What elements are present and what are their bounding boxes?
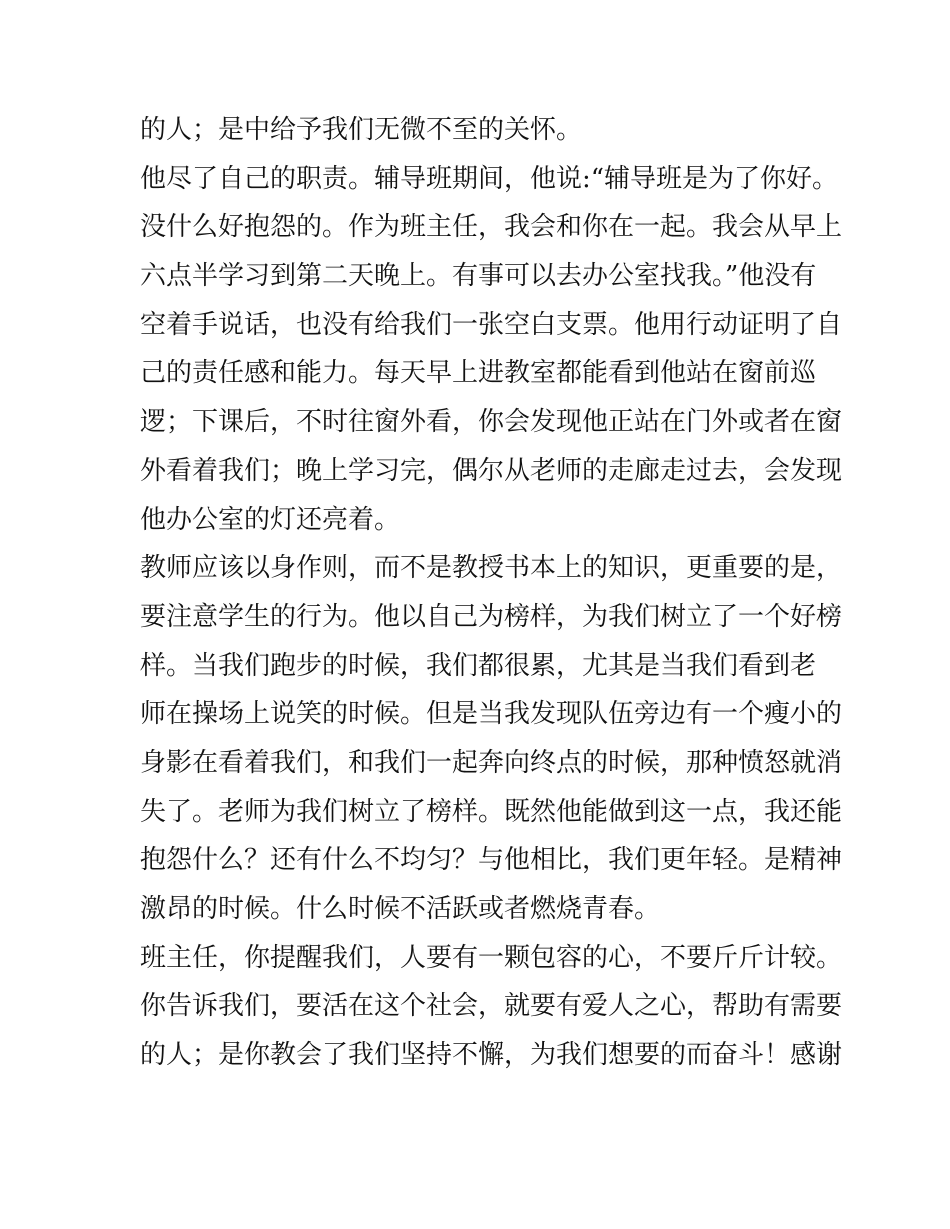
text-line: 逻；下课后，不时往窗外看，你会发现他正站在门外或者在窗 bbox=[140, 407, 843, 438]
text-line: 空着手说话，也没有给我们一张空白支票。他用行动证明了自 bbox=[140, 309, 843, 340]
text-line: 你告诉我们，要活在这个社会，就要有爱人之心，帮助有需要 bbox=[140, 991, 843, 1022]
body-text bbox=[140, 106, 843, 1080]
text-line: 教师应该以身作则，而不是教授书本上的知识，更重要的是， bbox=[140, 553, 843, 584]
text-line: 师在操场上说笑的时候。但是当我发现队伍旁边有一个瘦小的 bbox=[140, 699, 843, 730]
text-line: 他办公室的灯还亮着。 bbox=[140, 504, 401, 535]
text-line: 失了。老师为我们树立了榜样。既然他能做到这一点，我还能 bbox=[140, 796, 843, 827]
text-line: 己的责任感和能力。每天早上进教室都能看到他站在窗前巡 bbox=[140, 358, 817, 389]
text-line: 的人；是你教会了我们坚持不懈，为我们想要的而奋斗！感谢 bbox=[140, 1040, 843, 1071]
text-line: 没什么好抱怨的。作为班主任，我会和你在一起。我会从早上 bbox=[140, 212, 843, 243]
text-line: 六点半学习到第二天晚上。有事可以去办公室找我。”他没有 bbox=[140, 261, 817, 292]
text-line: 的人；是中给予我们无微不至的关怀。 bbox=[140, 115, 583, 145]
text-line: 身影在看着我们，和我们一起奔向终点的时候，那种愤怒就消 bbox=[140, 747, 843, 778]
text-line: 他尽了自己的职责。辅导班期间，他说:“辅导班是为了你好。 bbox=[140, 163, 839, 194]
text-line: 班主任，你提醒我们，人要有一颗包容的心，不要斤斤计较。 bbox=[140, 942, 843, 973]
text-line: 激昂的时候。什么时候不活跃或者燃烧青春。 bbox=[140, 894, 661, 924]
text-line: 抱怨什么？还有什么不均匀？与他相比，我们更年轻。是精神 bbox=[140, 845, 843, 876]
text-line: 样。当我们跑步的时候，我们都很累，尤其是当我们看到老 bbox=[140, 650, 817, 681]
text-line: 要注意学生的行为。他以自己为榜样，为我们树立了一个好榜 bbox=[140, 601, 843, 632]
text-line: 外看着我们；晚上学习完，偶尔从老师的走廊走过去，会发现 bbox=[140, 455, 843, 486]
